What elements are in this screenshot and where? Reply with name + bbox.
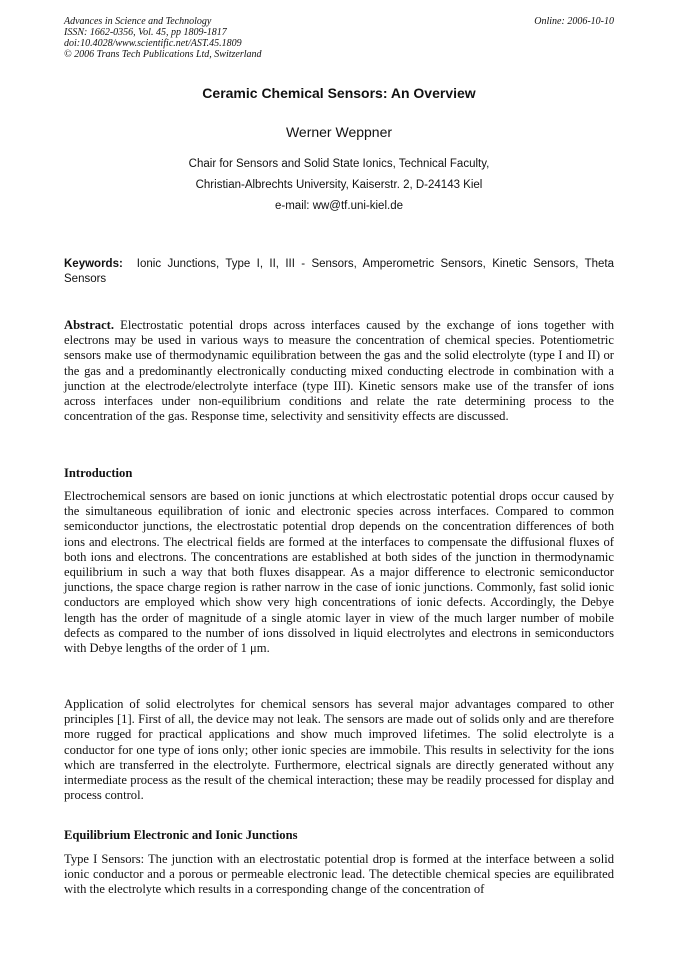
introduction-heading: Introduction xyxy=(64,466,133,480)
journal-name: Advances in Science and Technology xyxy=(64,16,212,27)
abstract xyxy=(64,318,614,424)
author-name: Werner Weppner xyxy=(285,124,393,140)
abstract-text: Electrostatic potential drops across interfaces caused by the exchange of ions together with electrons may be used in various ways to measure the concentration of chemical species. Potentiometric sensors make use of thermodynamic equilibration between the gas and the solid electrolyte (type I and II) or the gas and a predominantly electronically conducting mixed conducting electrode in combination with a junction at the electrode/electrolyte interface (type III). Kinetic sensors make use of the transfer of ions across interfaces under non-equilibrium conditions and relate the rate determining process to the concentration of the gas. Response time, selectivity and sensitivity effects are discussed. xyxy=(64,318,614,424)
equilibrium-paragraph-1: Type I Sensors: The junction with an electrostatic potential drop is formed at the interface between a solid ionic conductor and a porous or permeable electronic lead. The detectible chemical species are equilibrated with the electrolyte which results in a corresponding change of the concentration of xyxy=(64,852,614,897)
introduction-paragraph-1: Electrochemical sensors are based on ionic junctions at which electrostatic potential drops occur caused by the simultaneous equilibration of ionic and electronic species across interfaces. Compared to common semiconductor junctions, the electrostatic potential drop depends on the concentration differences of both ions and electrons. The electrical fields are formed at the interfaces to compensate the diffusional fluxes of both ions and electrons. The concentrations are established at both sides of the junction in thermodynamic equilibrium in such a way that both fluxes disappear. As a major difference to electronic semiconductor junctions, the space charge region is rather narrow in the case of ionic junctions. Commonly, fast solid ionic conductors are employed which show very high concentrations of ionic defects. Accordingly, the Debye length has the order of magnitude of a single atomic layer in view of the much larger number of mobile defects as compared to the number of ions dissolved in liquid electrolytes and electrons in semiconductors with Debye lengths of the order of 1 μm. xyxy=(64,489,614,656)
affiliation-line-2: Christian-Albrechts University, Kaiserstr. 2, D-24143 Kiel xyxy=(195,179,483,191)
introduction-paragraph-2: Application of solid electrolytes for chemical sensors has several major advantages compared to other principles [1]. First of all, the device may not leak. The sensors are made out of solids only and are therefore more rugged for practical applications and show much improved lifetimes. The solid electrolyte is a conductor for one type of ions only; other ionic species are immobile. This results in selectivity for the ions which are transferred in the electrolyte. Furthermore, electrical signals are directly generated without any intermediate process as the result of the chemical interaction; these may be readily processed for display and process control. xyxy=(64,697,614,803)
keywords-label: Keywords: xyxy=(64,258,123,270)
doi-line: doi:10.4028/www.scientific.net/AST.45.1809 xyxy=(64,38,242,49)
paper-title: Ceramic Chemical Sensors: An Overview xyxy=(202,85,476,101)
journal-header xyxy=(64,16,262,60)
issn-line: ISSN: 1662-0356, Vol. 45, pp 1809-1817 xyxy=(64,27,227,38)
keywords-text: Ionic Junctions, Type I, II, III - Sensors, Amperometric Sensors, Kinetic Sensors, Theta Sensors xyxy=(64,258,614,285)
author-email: e-mail: ww@tf.uni-kiel.de xyxy=(275,200,403,212)
online-date: Online: 2006-10-10 xyxy=(534,16,614,27)
abstract-label: Abstract. xyxy=(64,318,115,332)
equilibrium-heading: Equilibrium Electronic and Ionic Junctions xyxy=(64,828,298,842)
affiliation-line-1: Chair for Sensors and Solid State Ionics, Technical Faculty, xyxy=(188,158,490,170)
copyright-line: © 2006 Trans Tech Publications Ltd, Switzerland xyxy=(64,49,262,60)
keywords xyxy=(64,257,614,286)
